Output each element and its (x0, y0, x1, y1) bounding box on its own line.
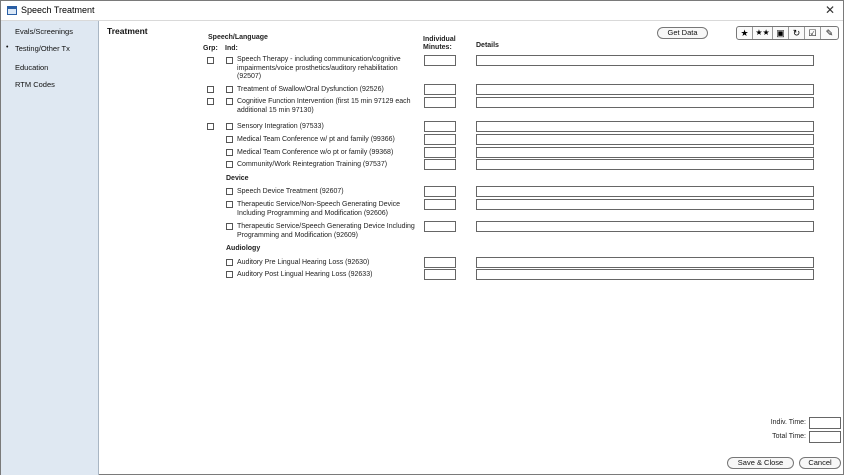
minutes-input[interactable] (424, 186, 456, 197)
details-input[interactable] (476, 147, 814, 158)
section-title-treatment: Treatment (107, 26, 148, 36)
ind-checkbox[interactable] (226, 149, 233, 156)
item-label: Medical Team Conference w/ pt and family (99366) (237, 136, 395, 143)
item-label: Speech Therapy - including communication/cognitive impairments/voice prosthetics/auditory rehabilitation (92507) (237, 56, 401, 80)
total-time-input[interactable] (809, 431, 841, 443)
window-title: Speech Treatment (21, 5, 95, 15)
details-input[interactable] (476, 269, 814, 280)
ind-checkbox[interactable] (226, 223, 233, 230)
item-label: Medical Team Conference w/o pt or family (99368) (237, 149, 394, 156)
sidebar-item-education[interactable]: Education (15, 63, 49, 72)
double-star-icon[interactable]: ★★ (753, 27, 773, 39)
minutes-input[interactable] (424, 121, 456, 132)
header-individual: Individual (423, 36, 456, 43)
item-label: Sensory Integration (97533) (237, 123, 324, 130)
minutes-input[interactable] (424, 269, 456, 280)
details-input[interactable] (476, 121, 814, 132)
sidebar-item-rtm-codes[interactable]: RTM Codes (15, 80, 55, 89)
minutes-input[interactable] (424, 55, 456, 66)
header-details: Details (476, 42, 499, 49)
ind-checkbox[interactable] (226, 98, 233, 105)
minutes-input[interactable] (424, 199, 456, 210)
get-data-button[interactable]: Get Data (657, 27, 708, 39)
item-label: Therapeutic Service/Speech Generating Device Including Programming and Modification (92609) (237, 223, 415, 239)
star-icon[interactable]: ★ (737, 27, 753, 39)
refresh-icon[interactable]: ↻ (789, 27, 805, 39)
window-app-icon (7, 6, 17, 15)
header-minutes: Minutes: (423, 44, 452, 51)
sidebar-nav (1, 21, 99, 475)
subheading-audiology: Audiology (226, 245, 261, 252)
ind-checkbox[interactable] (226, 259, 233, 266)
grp-checkbox[interactable] (207, 86, 214, 93)
selected-bullet-icon: • (6, 44, 9, 51)
minutes-input[interactable] (424, 147, 456, 158)
minutes-input[interactable] (424, 221, 456, 232)
ind-checkbox[interactable] (226, 86, 233, 93)
ind-checkbox[interactable] (226, 161, 233, 168)
details-input[interactable] (476, 221, 814, 232)
item-label: Auditory Pre Lingual Hearing Loss (92630) (237, 259, 370, 266)
save-close-button[interactable]: Save & Close (727, 457, 794, 469)
indiv-time-label: Indiv. Time: (770, 419, 806, 426)
item-label: Speech Device Treatment (92607) (237, 188, 344, 195)
clipboard-icon[interactable]: ▣ (773, 27, 789, 39)
details-input[interactable] (476, 134, 814, 145)
details-input[interactable] (476, 159, 814, 170)
grp-checkbox[interactable] (207, 98, 214, 105)
sidebar-item-testing-other-tx[interactable]: Testing/Other Tx (15, 44, 70, 53)
grp-checkbox[interactable] (207, 57, 214, 64)
item-label: Cognitive Function Intervention (first 15 min 97129 each additional 15 min 97130) (237, 98, 411, 114)
minutes-input[interactable] (424, 134, 456, 145)
item-label: Auditory Post Lingual Hearing Loss (92633) (237, 271, 373, 278)
details-input[interactable] (476, 55, 814, 66)
title-bar (1, 1, 843, 21)
sidebar-item-evals-screenings[interactable]: Evals/Screenings (15, 27, 73, 36)
details-input[interactable] (476, 199, 814, 210)
total-time-label: Total Time: (772, 433, 806, 440)
item-label: Therapeutic Service/Non-Speech Generating Device Including Programming and Modification (92606) (237, 201, 401, 217)
minutes-input[interactable] (424, 257, 456, 268)
header-grp: Grp: (203, 45, 218, 52)
grp-checkbox[interactable] (207, 123, 214, 130)
header-speech-language: Speech/Language (208, 34, 268, 41)
toolbar (736, 26, 839, 40)
ind-checkbox[interactable] (226, 57, 233, 64)
minutes-input[interactable] (424, 84, 456, 95)
indiv-time-input[interactable] (809, 417, 841, 429)
close-icon[interactable]: ✕ (824, 3, 836, 17)
ind-checkbox[interactable] (226, 188, 233, 195)
checklist-icon[interactable]: ☑ (805, 27, 821, 39)
details-input[interactable] (476, 257, 814, 268)
minutes-input[interactable] (424, 97, 456, 108)
item-label: Community/Work Reintegration Training (97537) (237, 161, 388, 168)
ind-checkbox[interactable] (226, 136, 233, 143)
eraser-icon[interactable]: ✎ (825, 28, 834, 38)
cancel-button[interactable]: Cancel (799, 457, 841, 469)
subheading-device: Device (226, 175, 249, 182)
item-label: Treatment of Swallow/Oral Dysfunction (92526) (237, 86, 384, 93)
ind-checkbox[interactable] (226, 201, 233, 208)
details-input[interactable] (476, 84, 814, 95)
ind-checkbox[interactable] (226, 271, 233, 278)
details-input[interactable] (476, 186, 814, 197)
header-ind: Ind: (225, 45, 238, 52)
details-input[interactable] (476, 97, 814, 108)
minutes-input[interactable] (424, 159, 456, 170)
ind-checkbox[interactable] (226, 123, 233, 130)
